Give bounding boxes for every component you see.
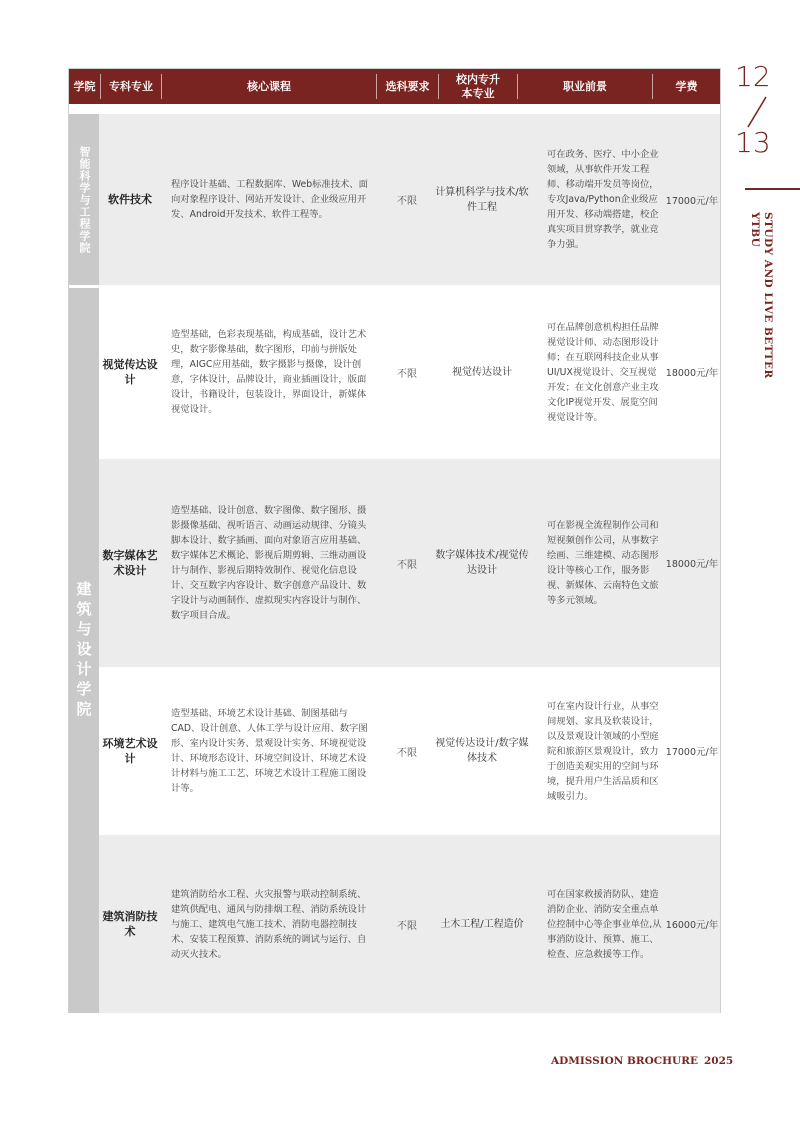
footer-year: 2025 bbox=[703, 1055, 734, 1067]
subject-requirement: 不限 bbox=[397, 747, 417, 759]
admission-table bbox=[68, 68, 721, 1013]
page-number-left: 12 bbox=[735, 60, 771, 93]
major-name: 数字媒体艺术设计 bbox=[102, 549, 158, 577]
core-courses: 造型基础、设计创意、数字图像、数字图形、摄影摄像基础、视听语言、动画运动规律、分镜头脚本设计、数字插画、面向对象语言应用基础、数字媒体艺术概论、影视后期剪辑、三维动画设计与制作、影视后期特效制作、视觉化信息设计、交互数字内容设计、数字创意产品设计、数字设计与动画制作、虚拟现实内容设计与制作、数字项目合成。 bbox=[171, 505, 367, 621]
college-label-architecture-design: 建筑与设计学院 bbox=[69, 288, 99, 1013]
core-courses: 造型基础，色彩表现基础，构成基础，设计艺术史，数字影像基础，数字图形，印前与拼版处理，AIGC应用基础，数字摄影与摄像，设计创意，字体设计，品牌设计，商业插画设计，版面设计，书籍设计，包装设计，界面设计，新媒体视觉设计。 bbox=[171, 329, 367, 415]
core-courses: 程序设计基础、工程数据库、Web标准技术、面向对象程序设计、网站开发设计、企业级应用开发、Android开发技术、软件工程等。 bbox=[171, 179, 368, 220]
header-career: 职业前景 bbox=[563, 79, 607, 93]
tuition-fee: 18000元/年 bbox=[665, 559, 719, 570]
core-courses: 建筑消防给水工程、火灾报警与联动控制系统、建筑供配电、通风与防排烟工程、消防系统设计与施工、建筑电气施工技术、消防电器控制技术、安装工程预算、消防系统的调试与运行、自动灭火技术。 bbox=[171, 888, 367, 960]
subject-requirement: 不限 bbox=[397, 559, 417, 571]
major-name: 视觉传达设计 bbox=[102, 358, 158, 386]
header-college: 学院 bbox=[73, 79, 96, 93]
page-slash-divider bbox=[746, 96, 768, 128]
career-prospect: 可在影视全流程制作公司和短视频创作公司，从事数字绘画、三维建模、动态图形设计等核心工作，服务影视、新媒体、云南特色文旅等多元领域。 bbox=[547, 520, 659, 606]
upgrade-major: 视觉传达设计/数字媒体技术 bbox=[435, 738, 529, 764]
slogan-line: STUDY AND LIVE BETTER bbox=[762, 212, 774, 379]
side-divider-line bbox=[745, 188, 800, 190]
header-fee: 学费 bbox=[675, 79, 698, 93]
side-slogan bbox=[748, 212, 774, 379]
tuition-fee: 18000元/年 bbox=[665, 368, 719, 379]
upgrade-major: 数字媒体技术/视觉传达设计 bbox=[435, 550, 529, 576]
table-row bbox=[99, 288, 720, 456]
table-row bbox=[99, 835, 720, 1013]
career-prospect: 可在室内设计行业，从事空间规划、家具及软装设计，以及景观设计领域的小型庭院和旅游区景观设计，致力于创造美观实用的空间与环境，提升用户生活品质和区域吸引力。 bbox=[547, 700, 659, 802]
header-requirement: 选科要求 bbox=[385, 79, 430, 93]
table-row bbox=[99, 670, 720, 832]
core-courses: 造型基础、环境艺术设计基础、制图基础与CAD、设计创意、人体工学与设计应用、数字图形、室内设计实务、景观设计实务、环境视觉设计、环境形态设计、环境空间设计、环境艺术设计材料与施工工艺、环境艺术设计工程施工图设计等。 bbox=[171, 708, 368, 794]
major-name: 软件技术 bbox=[108, 193, 152, 206]
table-header bbox=[69, 69, 720, 104]
tuition-fee: 17000元/年 bbox=[665, 195, 719, 207]
major-name: 建筑消防技术 bbox=[102, 910, 158, 938]
career-prospect: 可在品牌创意机构担任品牌视觉设计师、动态图形设计师；在互联网科技企业从事UI/UX视觉设计、交互视觉开发；在文化创意产业主攻文化IP视觉开发、展览空间视觉设计等。 bbox=[547, 321, 659, 423]
career-prospect: 可在政务、医疗、中小企业领域，从事软件开发工程师、移动端开发员等岗位，专攻Java/Python企业级应用开发、移动端搭建，校企真实项目贯穿教学，就业竞争力强。 bbox=[547, 149, 659, 250]
subject-requirement: 不限 bbox=[397, 196, 417, 207]
page-number-right: 13 bbox=[735, 126, 771, 159]
upgrade-major: 计算机科学与技术/软件工程 bbox=[435, 186, 529, 213]
footer-label: ADMISSION BROCHURE bbox=[551, 1055, 698, 1067]
table-row bbox=[99, 114, 720, 285]
subject-requirement: 不限 bbox=[397, 920, 417, 932]
upgrade-major: 土木工程/工程造价 bbox=[440, 918, 524, 930]
major-name: 环境艺术设计 bbox=[102, 737, 158, 765]
footer bbox=[551, 1055, 733, 1067]
header-major: 专科专业 bbox=[109, 79, 153, 93]
career-prospect: 可在国家救援消防队、建造消防企业、消防安全重点单位控制中心等企事业单位,从事消防设计、预算、施工、检查、应急救援等工作。 bbox=[547, 888, 662, 960]
header-courses: 核心课程 bbox=[247, 79, 291, 93]
slogan-school: YTBU bbox=[749, 212, 761, 248]
college-label-intelligent-science: 智能科学与工程学院 bbox=[69, 114, 99, 285]
tuition-fee: 17000元/年 bbox=[665, 747, 719, 758]
table-row bbox=[99, 459, 720, 667]
header-upgrade: 校内专升本专业 bbox=[456, 72, 500, 100]
subject-requirement: 不限 bbox=[397, 368, 417, 380]
tuition-fee: 16000元/年 bbox=[665, 920, 719, 931]
upgrade-major: 视觉传达设计 bbox=[452, 366, 512, 378]
